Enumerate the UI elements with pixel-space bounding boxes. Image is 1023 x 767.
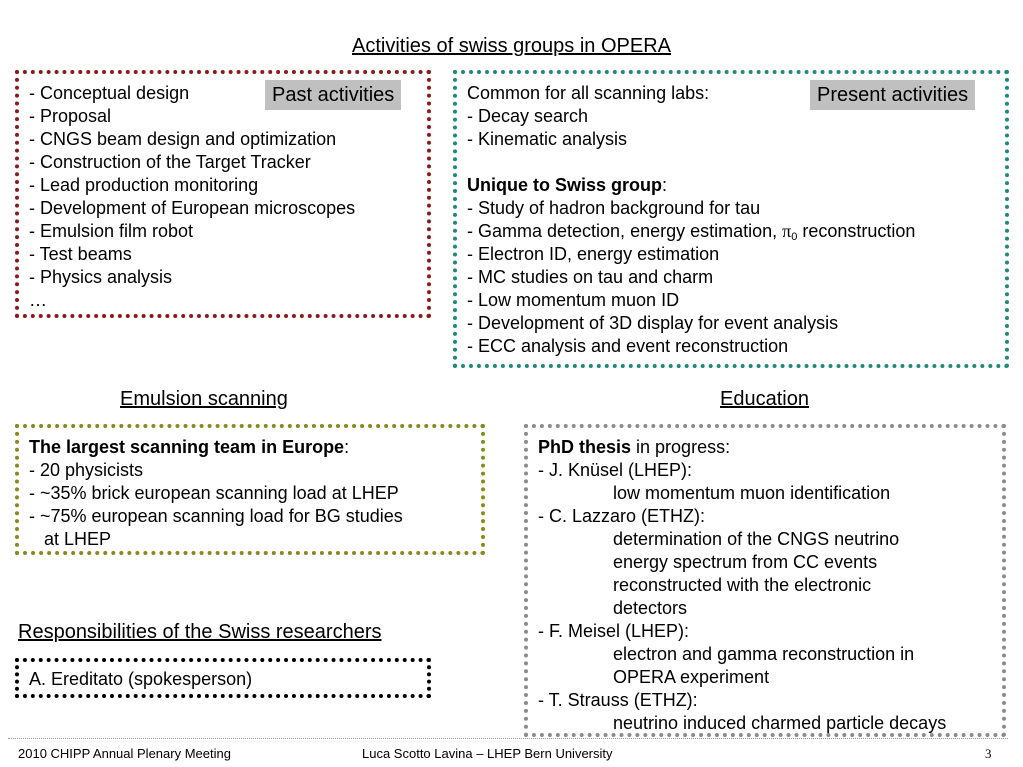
thesis-topic: electron and gamma reconstruction in xyxy=(613,644,915,664)
past-activity-item: - Proposal xyxy=(29,106,112,126)
education-list xyxy=(538,459,992,735)
past-activity-item: - Lead production monitoring xyxy=(29,175,259,195)
emulsion-scanning-heading: Emulsion scanning xyxy=(120,388,288,410)
common-header: Common for all scanning labs: xyxy=(467,83,710,103)
page-number: 3 xyxy=(985,746,992,761)
thesis-student: - F. Meisel (LHEP): xyxy=(538,621,690,641)
responsibilities-box xyxy=(15,658,431,698)
emulsion-scanning-box xyxy=(15,424,485,555)
past-activity-item: - Test beams xyxy=(29,244,132,264)
past-activities-tag: Past activities xyxy=(265,80,401,110)
thesis-student: - C. Lazzaro (ETHZ): xyxy=(538,506,706,526)
unique-activity-item: - Electron ID, energy estimation xyxy=(467,244,720,264)
education-box xyxy=(524,424,1006,737)
past-activity-item: - Construction of the Target Tracker xyxy=(29,152,311,172)
unique-activity-item: - Study of hadron background for tau xyxy=(467,198,761,218)
education-lead: PhD thesis in progress: xyxy=(538,437,731,457)
common-activity-item: - Kinematic analysis xyxy=(467,129,628,149)
present-activities-box xyxy=(453,70,1009,368)
footer-center: Luca Scotto Lavina – LHEP Bern University xyxy=(362,746,613,761)
thesis-topic: reconstructed with the electronic xyxy=(613,575,872,595)
emulsion-item: - ~35% brick european scanning load at LHEP xyxy=(29,483,399,503)
thesis-topic: energy spectrum from CC events xyxy=(613,552,878,572)
thesis-topic: low momentum muon identification xyxy=(613,483,891,503)
past-activity-item: … xyxy=(29,290,47,310)
past-activity-item: - Development of European microscopes xyxy=(29,198,356,218)
past-activity-item: - CNGS beam design and optimization xyxy=(29,129,337,149)
education-heading: Education xyxy=(720,388,809,410)
thesis-topic: detectors xyxy=(613,598,688,618)
emulsion-lead: The largest scanning team in Europe: xyxy=(29,437,350,457)
unique-activities-list xyxy=(467,197,995,358)
footer-left: 2010 CHIPP Annual Plenary Meeting xyxy=(18,746,231,761)
emulsion-list xyxy=(29,459,471,551)
past-activities-list xyxy=(29,82,417,312)
responsibilities-item: A. Ereditato (spokesperson) xyxy=(29,669,253,689)
past-activity-item: - Conceptual design xyxy=(29,83,190,103)
unique-activity-item: - Low momentum muon ID xyxy=(467,290,680,310)
emulsion-item: - 20 physicists xyxy=(29,460,144,480)
emulsion-item: - ~75% european scanning load for BG studies xyxy=(29,506,403,526)
thesis-topic: determination of the CNGS neutrino xyxy=(613,529,900,549)
responsibilities-heading: Responsibilities of the Swiss researchers xyxy=(18,621,382,643)
thesis-topic: OPERA experiment xyxy=(613,667,770,687)
pi-symbol: π xyxy=(782,221,792,241)
common-activity-item: - Decay search xyxy=(467,106,589,126)
unique-activity-item: - MC studies on tau and charm xyxy=(467,267,714,287)
past-activity-item: - Emulsion film robot xyxy=(29,221,194,241)
unique-header: Unique to Swiss group: xyxy=(467,175,668,195)
thesis-student: - T. Strauss (ETHZ): xyxy=(538,690,698,710)
emulsion-item: at LHEP xyxy=(29,529,112,549)
unique-activity-item: - ECC analysis and event reconstruction xyxy=(467,336,789,356)
common-activities-list xyxy=(467,105,995,151)
present-activities-tag: Present activities xyxy=(810,80,975,110)
footer-divider xyxy=(8,738,1008,739)
page-title: Activities of swiss groups in OPERA xyxy=(352,35,671,57)
unique-activity-item: - Development of 3D display for event analysis xyxy=(467,313,839,333)
thesis-topic: neutrino induced charmed particle decays xyxy=(613,713,947,733)
past-activity-item: - Physics analysis xyxy=(29,267,173,287)
thesis-student: - J. Knüsel (LHEP): xyxy=(538,460,693,480)
pi-subscript: 0 xyxy=(791,231,798,243)
unique-activity-item: - Gamma detection, energy estimation, $\pi_0$ reconstruction xyxy=(467,221,916,243)
